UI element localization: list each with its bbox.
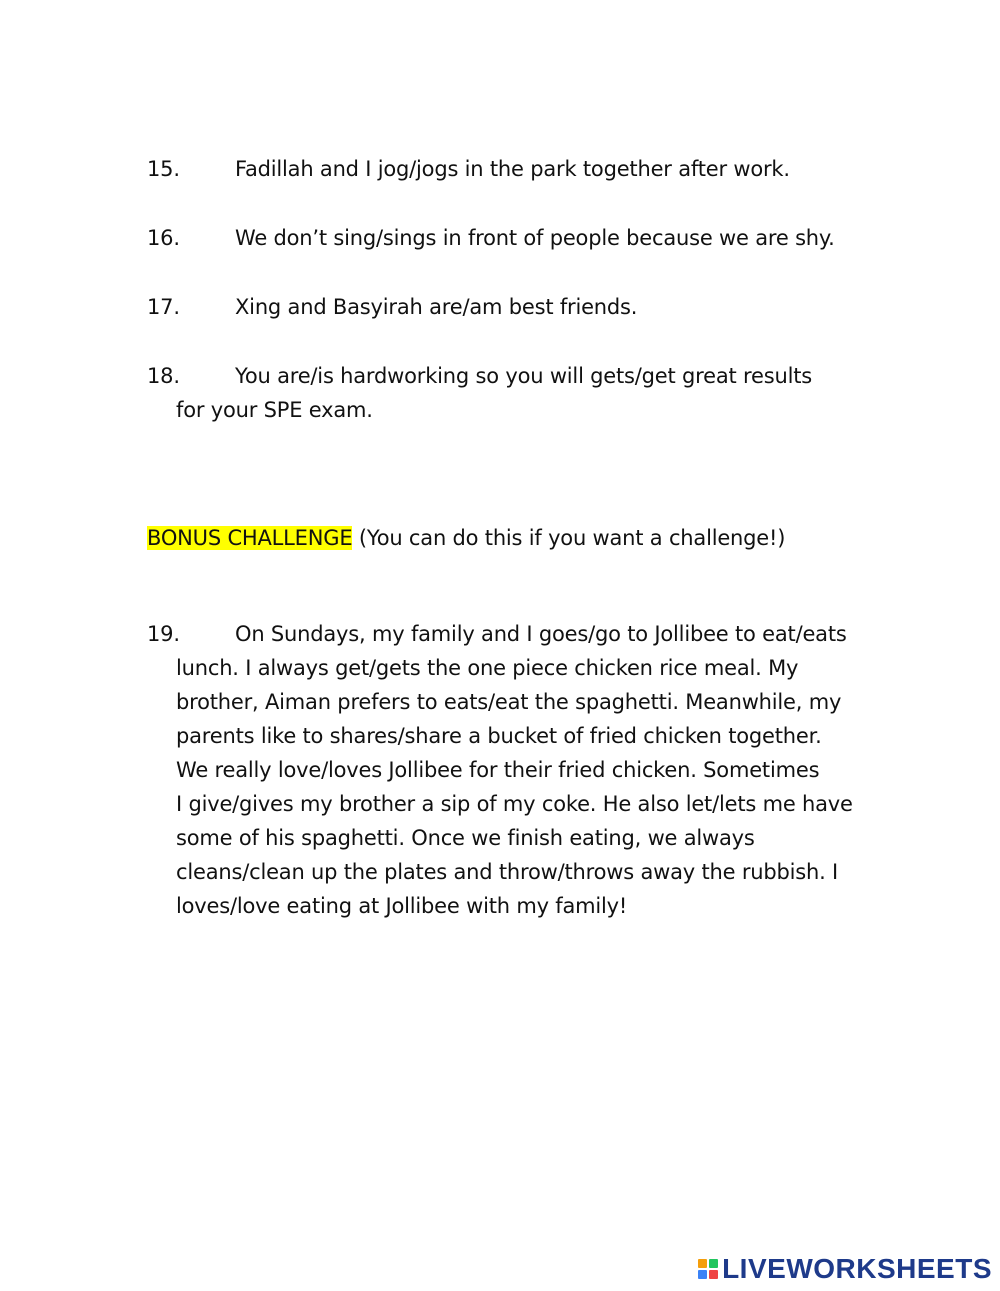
liveworksheets-logo-icon	[698, 1259, 718, 1279]
question-15	[147, 152, 907, 186]
question-text-continued: cleans/clean up the plates and throw/throws away the rubbish. I	[176, 860, 839, 884]
question-text-continued: parents like to shares/share a bucket of fried chicken together.	[176, 724, 822, 748]
liveworksheets-logo-text: LIVEWORKSHEETS	[722, 1253, 992, 1284]
question-16	[147, 221, 907, 255]
question-text: We don’t sing/sings in front of people because we are shy.	[235, 226, 835, 250]
question-text: Xing and Basyirah are/am best friends.	[235, 295, 638, 319]
question-text-continued: for your SPE exam.	[176, 398, 373, 422]
question-text-continued: I give/gives my brother a sip of my coke. He also let/lets me have	[176, 792, 853, 816]
question-text-continued: some of his spaghetti. Once we finish eating, we always	[176, 826, 755, 850]
question-text: You are/is hardworking so you will gets/get great results	[235, 364, 812, 388]
question-18	[147, 359, 907, 427]
question-number: 16.	[147, 226, 180, 250]
question-19	[147, 617, 907, 923]
question-text-continued: lunch. I always get/gets the one piece chicken rice meal. My	[176, 656, 799, 680]
question-text-continued: brother, Aiman prefers to eats/eat the spaghetti. Meanwhile, my	[176, 690, 842, 714]
question-text: On Sundays, my family and I goes/go to Jollibee to eat/eats	[235, 622, 847, 646]
bonus-challenge-heading	[147, 521, 785, 555]
question-number: 18.	[147, 364, 180, 388]
question-number: 17.	[147, 295, 180, 319]
liveworksheets-logo[interactable]	[698, 1252, 992, 1286]
question-text-continued: We really love/loves Jollibee for their fried chicken. Sometimes	[176, 758, 820, 782]
question-number: 19.	[147, 622, 180, 646]
bonus-challenge-label: BONUS CHALLENGE	[147, 526, 353, 550]
question-text-continued: loves/love eating at Jollibee with my family!	[176, 894, 628, 918]
question-text: Fadillah and I jog/jogs in the park together after work.	[235, 157, 790, 181]
question-17	[147, 290, 907, 324]
question-number: 15.	[147, 157, 180, 181]
bonus-challenge-note: (You can do this if you want a challenge!)	[352, 526, 786, 550]
